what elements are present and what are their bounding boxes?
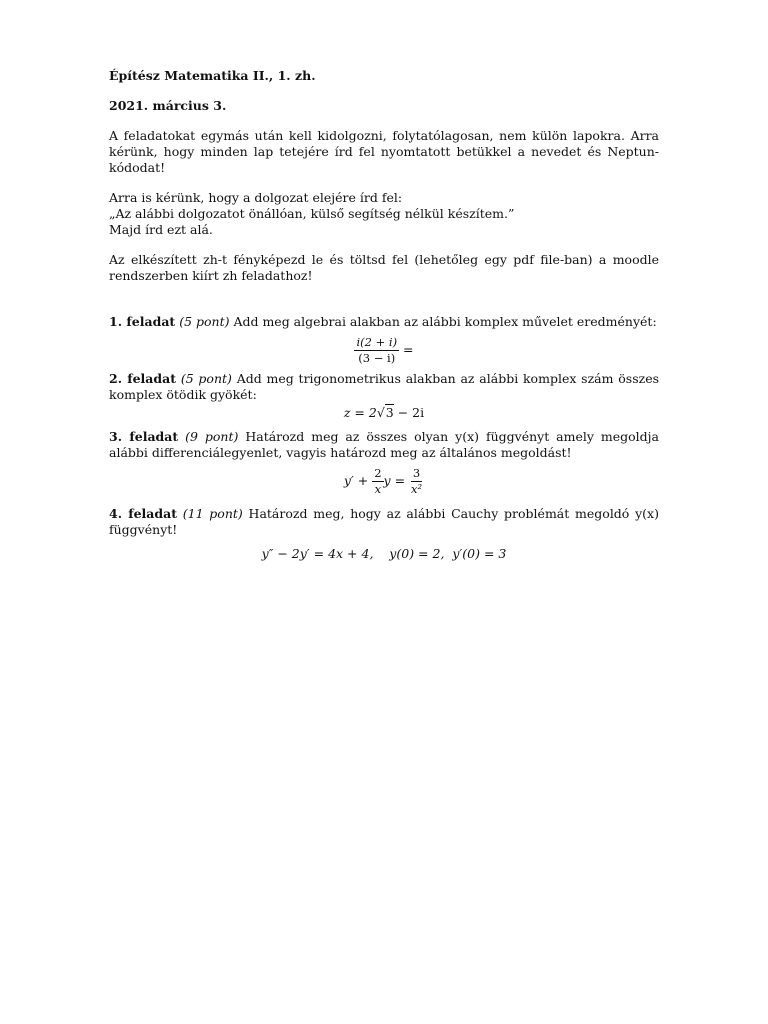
task-2 xyxy=(109,371,659,421)
intro-p2-line2: „Az alábbi dolgozatot önállóan, külső segítség nélkül készítem.” xyxy=(109,206,515,221)
task-3-points: (9 pont) xyxy=(185,429,239,444)
intro-paragraph-2 xyxy=(109,190,659,238)
task-1-points: (5 pont) xyxy=(179,314,230,329)
document-title: Építész Matematika II., 1. zh. xyxy=(109,68,316,83)
task-2-label: 2. feladat xyxy=(109,371,177,386)
intro-paragraph-3: Az elkészített zh-t fényképezd le és töltsd fel (lehetőleg egy pdf file-ban) a moodle rendszerben kiírt zh feladathoz! xyxy=(109,252,659,283)
intro-p2-line1: Arra is kérünk, hogy a dolgozat elejére írd fel: xyxy=(109,190,403,205)
document-date: 2021. március 3. xyxy=(109,98,227,113)
task-3-formula: y′ + $\frac{2}{x}$ y = $\frac{3}{\text{x²}}$ xyxy=(343,466,423,496)
task-3-fraction-1: $\frac{2}{x}$ xyxy=(374,466,382,496)
task-2-points: (5 pont) xyxy=(180,371,232,386)
task-4-text: Határozd meg, hogy az alábbi Cauchy problémát megoldó y(x) függvényt! xyxy=(109,506,659,537)
task-1-fraction: $\frac{i(2 + i)}{(3 - i)}$ xyxy=(356,335,398,365)
task-4-points: (11 pont) xyxy=(182,506,243,521)
document-page xyxy=(109,68,659,562)
task-3-text: Határozd meg az összes olyan y(x) függvényt amely megoldja alábbi differenciálegyenlet, vagyis határozd meg az általános megoldást! xyxy=(109,429,659,460)
task-1-label: 1. feladat xyxy=(109,314,176,329)
task-4-formula: y″ − 2y′ = 4x + 4, y(0) = 2, y′(0) = 3 xyxy=(261,546,507,561)
task-1 xyxy=(109,314,659,365)
task-3-fraction-2: $\frac{3}{\text{x²}}$ xyxy=(411,466,423,496)
task-1-formula: $\frac{i(2 + i)}{(3 - i)}$ = xyxy=(356,335,414,365)
task-1-text: Add meg algebrai alakban az alábbi komplex művelet eredményét: xyxy=(233,314,657,329)
task-2-text: Add meg trigonometrikus alakban az alábbi komplex szám összes komplex ötödik gyökét: xyxy=(109,371,660,402)
task-3-label: 3. feladat xyxy=(109,429,179,444)
intro-p2-line3: Majd írd ezt alá. xyxy=(109,222,213,237)
task-4-label: 4. feladat xyxy=(109,506,177,521)
intro-paragraph-1: A feladatokat egymás után kell kidolgozni, folytatólagosan, nem külön lapokra. Arra kérünk, hogy minden lap tetejére írd fel nyomtatott betükkel a nevedet és Neptun-kódodat! xyxy=(109,128,659,175)
task-2-formula: z = 2√3 − 2i xyxy=(343,405,425,420)
task-3 xyxy=(109,429,659,496)
task-4 xyxy=(109,506,659,562)
